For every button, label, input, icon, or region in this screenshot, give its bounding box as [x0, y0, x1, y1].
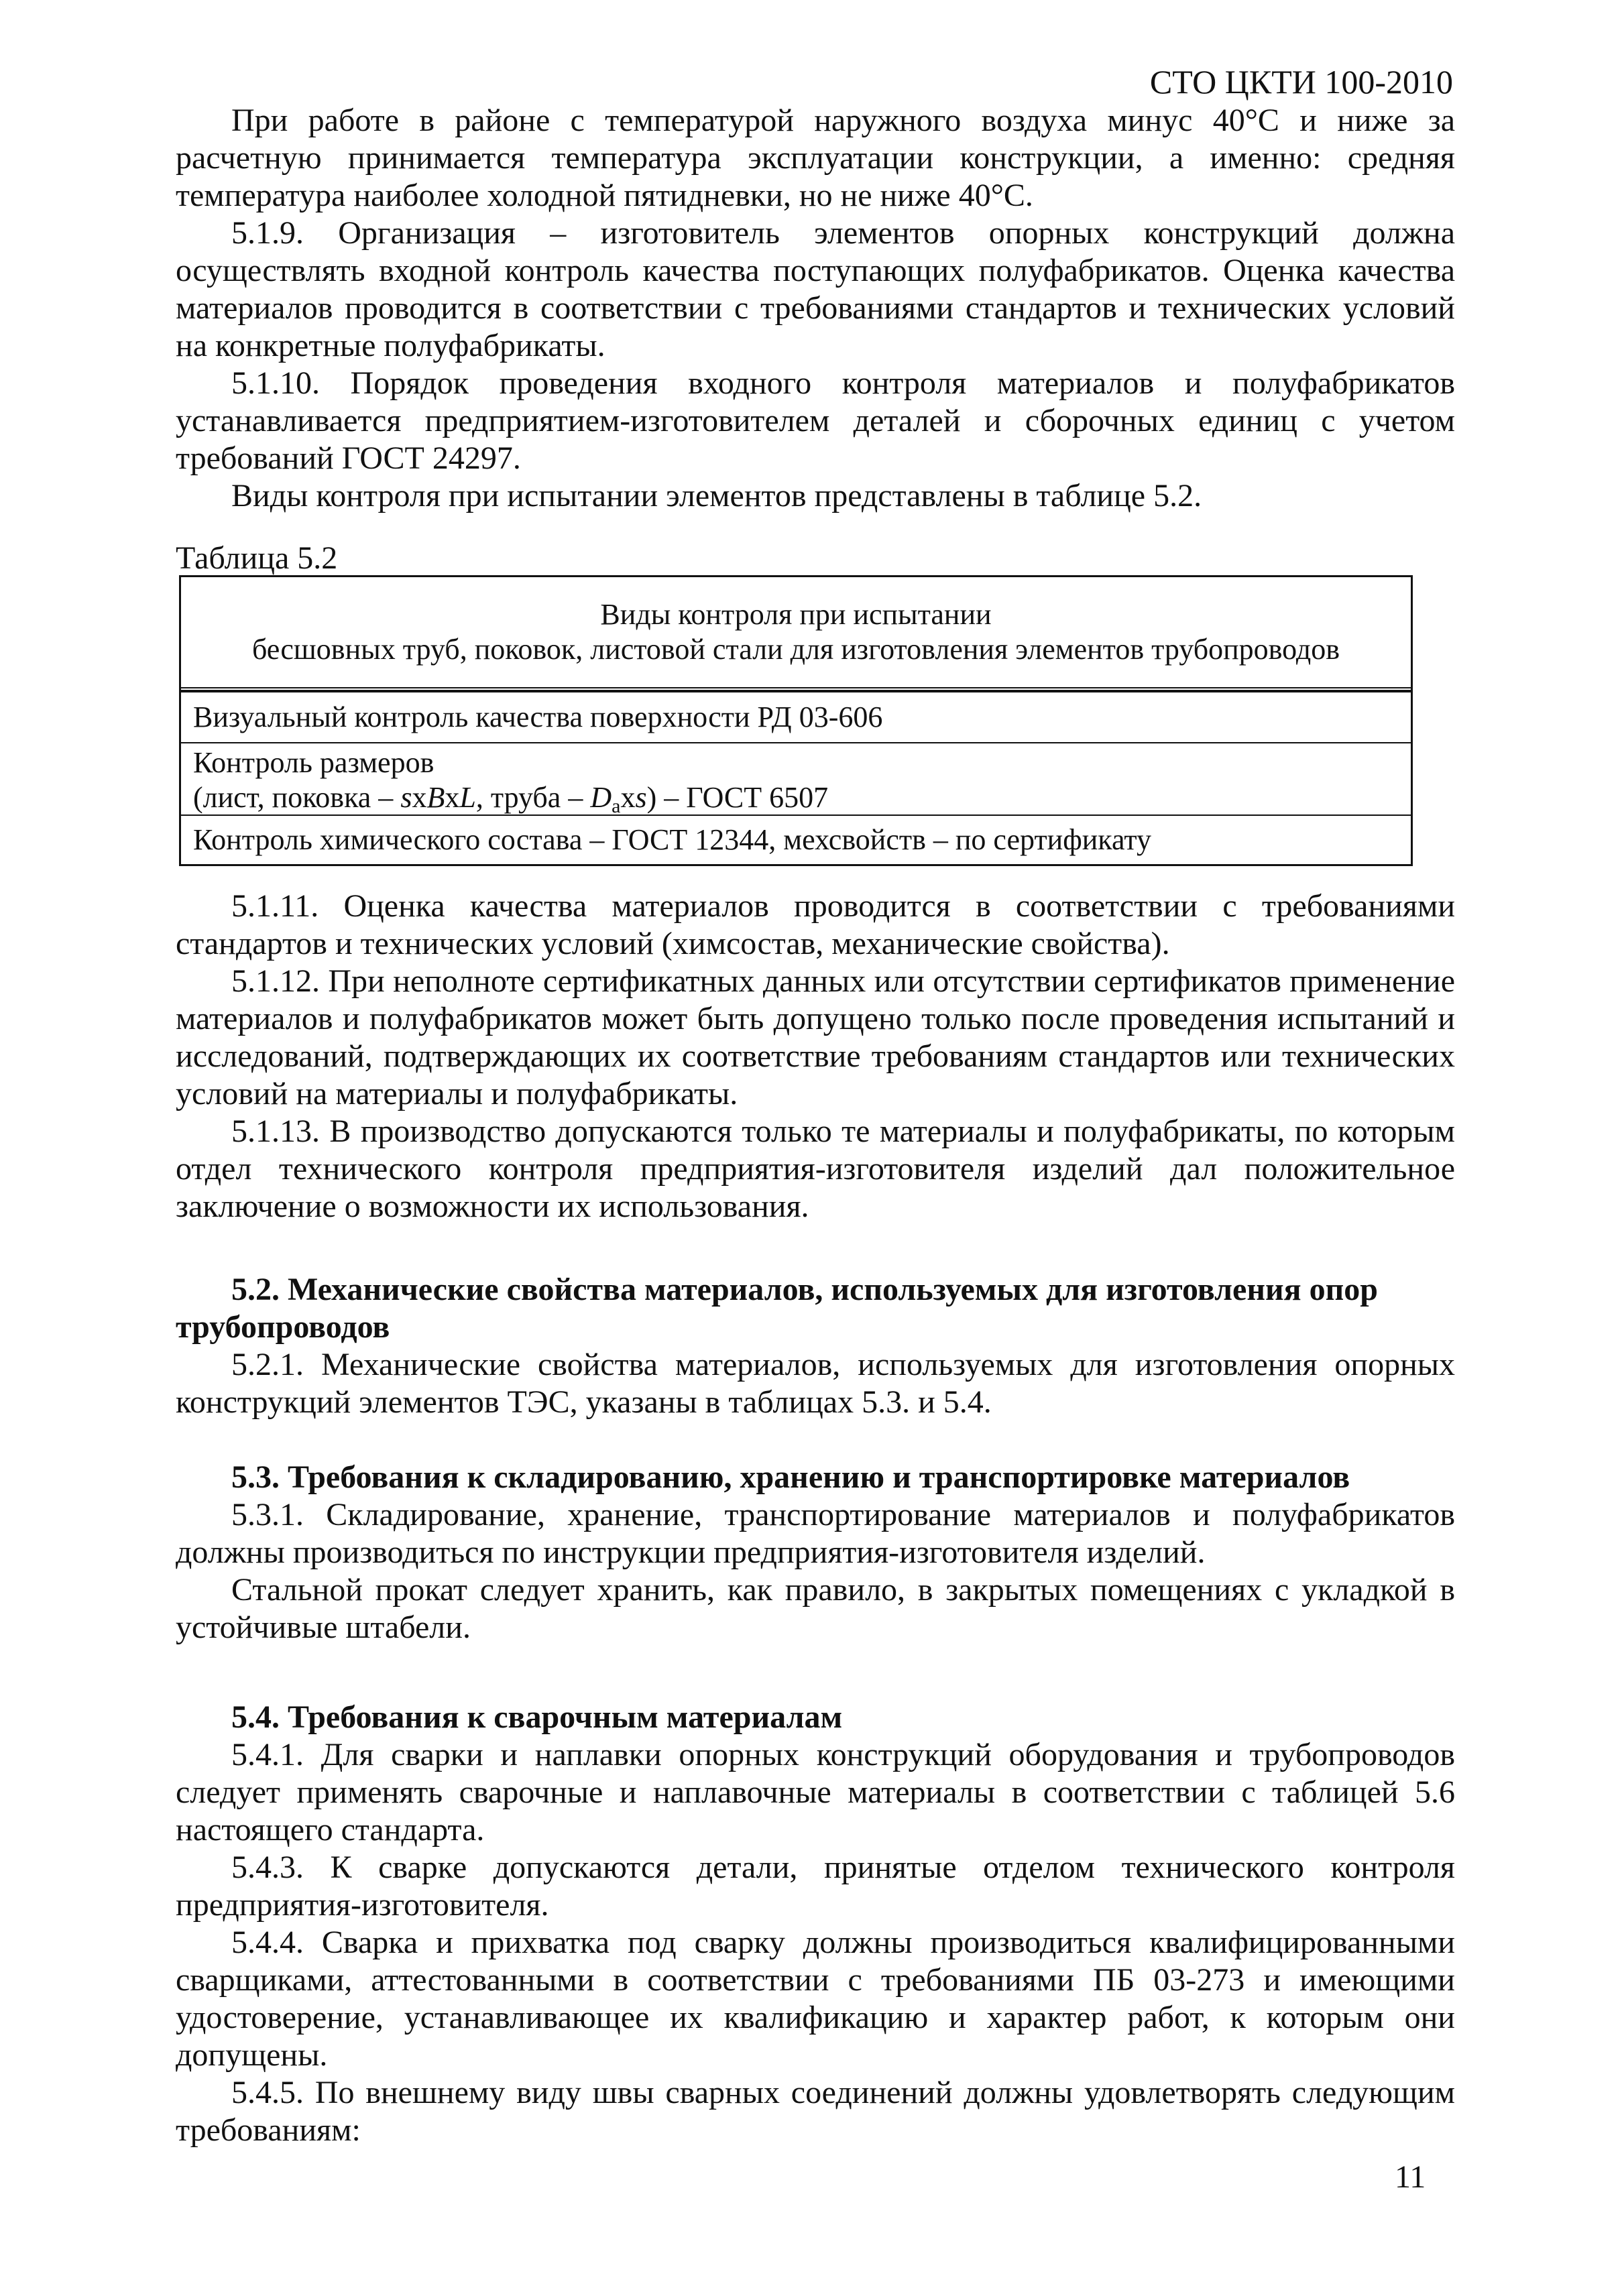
- paragraph-steel-storage: Стальной прокат следует хранить, как правило, в закрытых помещениях с укладкой в устойчивые штабели.: [176, 1572, 1455, 1645]
- paragraph-5-4-5: 5.4.5. По внешнему виду швы сварных соединений должны удовлетворять следующим требованиям:: [176, 2075, 1455, 2148]
- formula-symbol: x: [620, 781, 636, 814]
- formula-text: ) – ГОСТ 6507: [646, 781, 829, 814]
- section-5-3: [176, 1459, 1455, 1646]
- table-cell-visual-control: Визуальный контроль качества поверхности РД 03-606: [193, 701, 883, 733]
- page-number: 11: [1395, 2159, 1426, 2195]
- formula-symbol: s: [635, 781, 647, 814]
- table-header: [181, 577, 1411, 691]
- formula-symbol: L: [459, 781, 476, 814]
- table-cell-chemical-control: Контроль химического состава – ГОСТ 12344, мехсвойств – по сертификату: [193, 823, 1152, 856]
- paragraph-5-1-10: 5.1.10. Порядок проведения входного контроля материалов и полуфабрикатов устанавливается предприятием-изготовителем деталей и сборочных единиц с учетом требований ГОСТ 24297.: [176, 365, 1455, 476]
- section-5-2: [176, 1271, 1455, 1421]
- section-heading-5-3: 5.3. Требования к складированию, хранению и транспортировке материалов: [231, 1459, 1350, 1495]
- section-5-4: [176, 1699, 1455, 2149]
- paragraph-control-types: Виды контроля при испытании элементов представлены в таблице 5.2.: [231, 478, 1202, 513]
- table-header-line-1: Виды контроля при испытании: [600, 598, 992, 631]
- document-code: СТО ЦКТИ 100-2010: [1149, 63, 1453, 101]
- top-text-block: [176, 102, 1455, 515]
- table-row: [181, 691, 1411, 742]
- section-heading-5-2: 5.2. Механические свойства материалов, используемых для изготовления опор трубопроводов: [176, 1272, 1378, 1345]
- paragraph-5-1-11: 5.1.11. Оценка качества материалов проводится в соответствии с требованиями стандартов и технических условий (химсостав, механические свойства).: [176, 888, 1455, 961]
- formula-text: , труба –: [475, 781, 591, 814]
- table-row: [181, 742, 1411, 817]
- formula-symbol: D: [590, 781, 612, 814]
- paragraph-5-1-13: 5.1.13. В производство допускаются только те материалы и полуфабрикаты, по которым отдел технического контроля предприятия-изготовителя изделий дал положительное заключение о возможности их использования.: [176, 1113, 1455, 1224]
- section-heading-5-4: 5.4. Требования к сварочным материалам: [231, 1699, 843, 1735]
- formula-text: (лист, поковка –: [193, 781, 401, 814]
- after-table-text-block: [176, 888, 1455, 1225]
- control-types-table: [179, 575, 1413, 866]
- formula-symbol: x: [412, 781, 427, 814]
- table-header-line-2: бесшовных труб, поковок, листовой стали для изготовления элементов трубопроводов: [251, 633, 1340, 666]
- table-caption: Таблица 5.2: [176, 540, 338, 576]
- formula-subscript: a: [612, 795, 621, 817]
- paragraph-5-3-1: 5.3.1. Складирование, хранение, транспортирование материалов и полуфабрикатов должны производиться по инструкции предприятия-изготовителя изделий.: [176, 1497, 1455, 1570]
- paragraph-5-2-1: 5.2.1. Механические свойства материалов, используемых для изготовления опорных конструкций элементов ТЭС, указаны в таблицах 5.3. и 5.4.: [176, 1347, 1455, 1420]
- paragraph-5-1-12: 5.1.12. При неполноте сертификатных данных или отсутствии сертификатов применение материалов и полуфабрикатов может быть допущено только после проведения испытаний и исследований, подтверждающих их соответствие требованиям стандартов или технических условий на материалы и полуфабрикаты.: [176, 963, 1455, 1111]
- paragraph-5-4-1: 5.4.1. Для сварки и наплавки опорных конструкций оборудования и трубопроводов следует применять сварочные и наплавочные материалы в соответствии с таблицей 5.6 настоящего стандарта.: [176, 1737, 1455, 1848]
- table-row: [181, 814, 1411, 864]
- paragraph-5-1-9: 5.1.9. Организация – изготовитель элементов опорных конструкций должна осуществлять входной контроль качества поступающих полуфабрикатов. Оценка качества материалов проводится в соответствии с требованиями стандартов и технических условий на конкретные полуфабрикаты.: [176, 215, 1455, 363]
- formula-symbol: x: [445, 781, 460, 814]
- paragraph-5-4-3: 5.4.3. К сварке допускаются детали, принятые отделом технического контроля предприятия-изготовителя.: [176, 1850, 1455, 1923]
- formula-symbol: s: [400, 781, 412, 814]
- paragraph-temperature: При работе в районе с температурой наружного воздуха минус 40°С и ниже за расчетную принимается температура эксплуатации конструкции, а именно: средняя температура наиболее холодной пятидневки, но не ниже 40°С.: [176, 103, 1455, 213]
- table-cell-dimension-control: Контроль размеров: [193, 746, 434, 779]
- paragraph-5-4-4: 5.4.4. Сварка и прихватка под сварку должны производиться квалифицированными сварщиками, аттестованными в соответствии с требованиями ПБ 03-273 и имеющими удостоверение, устанавливающее их квалификацию и характер работ, к которым они допущены.: [176, 1925, 1455, 2073]
- formula-symbol: B: [426, 781, 445, 814]
